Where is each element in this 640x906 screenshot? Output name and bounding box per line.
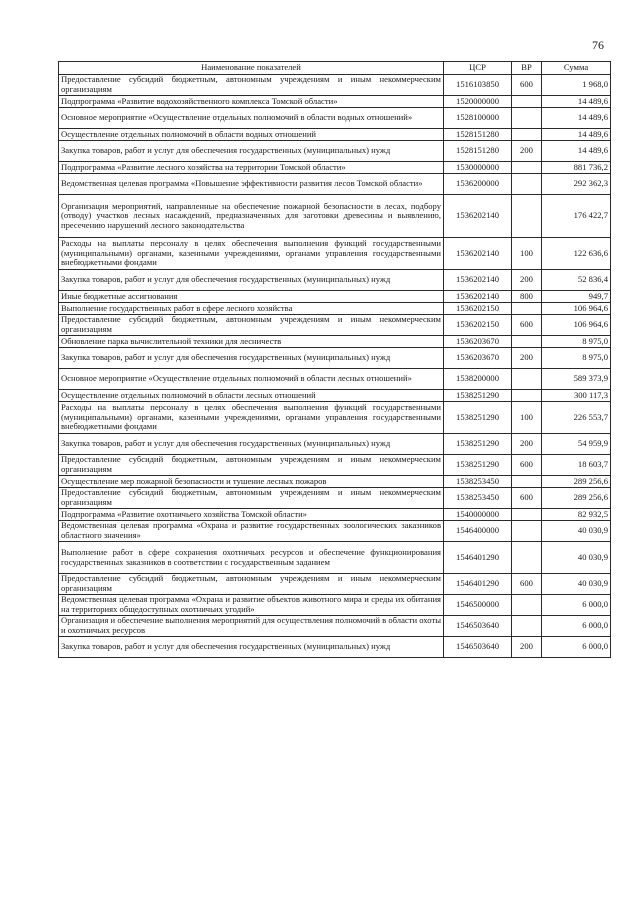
cell-sum: 176 422,7	[542, 195, 611, 238]
cell-sum: 949,7	[542, 291, 611, 303]
table-row	[59, 270, 611, 291]
table-row	[59, 637, 611, 658]
cell-csr: 1536203670	[444, 348, 512, 369]
cell-csr: 1546500000	[444, 595, 512, 616]
cell-name: Осуществление отдельных полномочий в области водных отношений	[59, 129, 444, 141]
cell-vr	[512, 616, 542, 637]
cell-csr: 1520000000	[444, 96, 512, 108]
cell-vr: 600	[512, 75, 542, 96]
cell-sum: 122 636,6	[542, 238, 611, 270]
cell-csr: 1528100000	[444, 108, 512, 129]
cell-vr: 600	[512, 455, 542, 476]
cell-sum: 106 964,6	[542, 315, 611, 336]
cell-name: Закупка товаров, работ и услуг для обеспечения государственных (муниципальных) нужд	[59, 434, 444, 455]
table-row	[59, 336, 611, 348]
cell-name: Осуществление мер пожарной безопасности и тушение лесных пожаров	[59, 476, 444, 488]
cell-vr	[512, 303, 542, 315]
cell-sum: 1 968,0	[542, 75, 611, 96]
table-row	[59, 574, 611, 595]
cell-sum: 300 117,3	[542, 390, 611, 402]
cell-sum: 40 030,9	[542, 542, 611, 574]
cell-csr: 1538251290	[444, 402, 512, 434]
cell-vr: 200	[512, 270, 542, 291]
cell-sum: 8 975,0	[542, 348, 611, 369]
cell-name: Предоставление субсидий бюджетным, автономным учреждениям и иным некоммерческим организациям	[59, 315, 444, 336]
cell-name: Ведомственная целевая программа «Охрана и развитие государственных зоологических заказников областного значения»	[59, 521, 444, 542]
cell-name: Ведомственная целевая программа «Повышение эффективности развития лесов Томской области»	[59, 174, 444, 195]
column-header-name: Наименование показателей	[59, 62, 444, 75]
cell-sum: 881 736,2	[542, 162, 611, 174]
cell-sum: 40 030,9	[542, 521, 611, 542]
table-header-row	[59, 62, 611, 75]
cell-csr: 1546401290	[444, 574, 512, 595]
cell-name: Предоставление субсидий бюджетным, автономным учреждениям и иным некоммерческим организациям	[59, 75, 444, 96]
cell-vr: 100	[512, 402, 542, 434]
cell-sum: 6 000,0	[542, 616, 611, 637]
cell-name: Расходы на выплаты персоналу в целях обеспечения выполнения функций государственными (муниципальными) органами, казенными учреждениями, органами управления государственными внебюджетными фондами	[59, 238, 444, 270]
cell-csr: 1536203670	[444, 336, 512, 348]
table-row	[59, 195, 611, 238]
cell-vr	[512, 476, 542, 488]
cell-vr	[512, 542, 542, 574]
cell-sum: 292 362,3	[542, 174, 611, 195]
cell-name: Подпрограмма «Развитие лесного хозяйства на территории Томской области»	[59, 162, 444, 174]
cell-csr: 1540000000	[444, 509, 512, 521]
cell-name: Обновление парка вычислительной техники для лесничеств	[59, 336, 444, 348]
table-row	[59, 96, 611, 108]
table-row	[59, 315, 611, 336]
cell-vr	[512, 96, 542, 108]
cell-csr: 1538253450	[444, 476, 512, 488]
cell-vr	[512, 129, 542, 141]
cell-vr	[512, 162, 542, 174]
cell-csr: 1516103850	[444, 75, 512, 96]
cell-name: Основное мероприятие «Осуществление отдельных полномочий в области лесных отношений»	[59, 369, 444, 390]
cell-vr: 200	[512, 434, 542, 455]
cell-vr	[512, 174, 542, 195]
cell-name: Осуществление отдельных полномочий в области лесных отношений	[59, 390, 444, 402]
table-row	[59, 390, 611, 402]
cell-vr	[512, 521, 542, 542]
table-row	[59, 521, 611, 542]
cell-csr: 1536202140	[444, 195, 512, 238]
cell-name: Подпрограмма «Развитие охотничьего хозяйства Томской области»	[59, 509, 444, 521]
cell-csr: 1528151280	[444, 129, 512, 141]
table-row	[59, 174, 611, 195]
cell-sum: 8 975,0	[542, 336, 611, 348]
cell-sum: 14 489,6	[542, 141, 611, 162]
cell-csr: 1536202140	[444, 238, 512, 270]
cell-sum: 289 256,6	[542, 476, 611, 488]
table-row	[59, 238, 611, 270]
table-row	[59, 402, 611, 434]
budget-table	[58, 61, 611, 658]
table-row	[59, 595, 611, 616]
cell-sum: 14 489,6	[542, 96, 611, 108]
cell-name: Предоставление субсидий бюджетным, автономным учреждениям и иным некоммерческим организациям	[59, 455, 444, 476]
cell-sum: 18 603,7	[542, 455, 611, 476]
cell-sum: 6 000,0	[542, 595, 611, 616]
table-row	[59, 303, 611, 315]
table-row	[59, 291, 611, 303]
cell-sum: 14 489,6	[542, 108, 611, 129]
table-row	[59, 616, 611, 637]
column-header-sum: Сумма	[542, 62, 611, 75]
cell-name: Расходы на выплаты персоналу в целях обеспечения выполнения функций государственными (муниципальными) органами, казенными учреждениями, органами управления государственными внебюджетными фондами	[59, 402, 444, 434]
cell-sum: 14 489,6	[542, 129, 611, 141]
cell-vr	[512, 336, 542, 348]
cell-csr: 1536202150	[444, 315, 512, 336]
cell-name: Закупка товаров, работ и услуг для обеспечения государственных (муниципальных) нужд	[59, 270, 444, 291]
table-row	[59, 75, 611, 96]
table-row	[59, 369, 611, 390]
cell-csr: 1536202150	[444, 303, 512, 315]
cell-vr: 200	[512, 348, 542, 369]
cell-csr: 1538251290	[444, 390, 512, 402]
cell-csr: 1528151280	[444, 141, 512, 162]
cell-csr: 1538251290	[444, 434, 512, 455]
cell-csr: 1546401290	[444, 542, 512, 574]
cell-csr: 1536200000	[444, 174, 512, 195]
cell-vr: 600	[512, 488, 542, 509]
cell-csr: 1530000000	[444, 162, 512, 174]
cell-sum: 589 373,9	[542, 369, 611, 390]
cell-name: Подпрограмма «Развитие водохозяйственного комплекса Томской области»	[59, 96, 444, 108]
cell-sum: 52 836,4	[542, 270, 611, 291]
table-row	[59, 434, 611, 455]
table-row	[59, 162, 611, 174]
cell-sum: 54 959,9	[542, 434, 611, 455]
cell-name: Организация мероприятий, направленные на обеспечение пожарной безопасности в лесах, подбору (отводу) участков лесных насаждений, предназначенных для заготовки древесины и выявлению, пресечению нарушений лесного законодательства	[59, 195, 444, 238]
table-row	[59, 542, 611, 574]
cell-vr	[512, 369, 542, 390]
cell-vr: 800	[512, 291, 542, 303]
cell-csr: 1538253450	[444, 488, 512, 509]
table-row	[59, 348, 611, 369]
cell-sum: 226 553,7	[542, 402, 611, 434]
cell-sum: 6 000,0	[542, 637, 611, 658]
cell-name: Закупка товаров, работ и услуг для обеспечения государственных (муниципальных) нужд	[59, 637, 444, 658]
cell-csr: 1536202140	[444, 270, 512, 291]
cell-vr: 100	[512, 238, 542, 270]
cell-csr: 1536202140	[444, 291, 512, 303]
cell-vr	[512, 595, 542, 616]
cell-csr: 1546400000	[444, 521, 512, 542]
table-row	[59, 509, 611, 521]
cell-vr: 200	[512, 141, 542, 162]
cell-vr: 600	[512, 574, 542, 595]
cell-csr: 1546503640	[444, 616, 512, 637]
table-body	[59, 75, 611, 658]
table-row	[59, 129, 611, 141]
cell-vr: 600	[512, 315, 542, 336]
cell-name: Организация и обеспечение выполнения мероприятий для осуществления полномочий в области охоты и охотничьих ресурсов	[59, 616, 444, 637]
cell-vr	[512, 509, 542, 521]
page-number: 76	[592, 38, 604, 52]
cell-name: Предоставление субсидий бюджетным, автономным учреждениям и иным некоммерческим организациям	[59, 488, 444, 509]
column-header-csr: ЦСР	[444, 62, 512, 75]
column-header-vr: ВР	[512, 62, 542, 75]
table-row	[59, 488, 611, 509]
cell-csr: 1546503640	[444, 637, 512, 658]
cell-name: Выполнение государственных работ в сфере лесного хозяйства	[59, 303, 444, 315]
cell-sum: 40 030,9	[542, 574, 611, 595]
cell-name: Основное мероприятие «Осуществление отдельных полномочий в области водных отношений»	[59, 108, 444, 129]
cell-name: Закупка товаров, работ и услуг для обеспечения государственных (муниципальных) нужд	[59, 141, 444, 162]
table-row	[59, 455, 611, 476]
cell-name: Ведомственная целевая программа «Охрана и развитие объектов животного мира и среды их обитания на территориях общедоступных охотничьих угодий»	[59, 595, 444, 616]
cell-csr: 1538200000	[444, 369, 512, 390]
cell-vr: 200	[512, 637, 542, 658]
cell-vr	[512, 195, 542, 238]
table-row	[59, 476, 611, 488]
cell-name: Выполнение работ в сфере сохранения охотничьих ресурсов и обеспечение функционирования государственных заказников в соответствии с государственным заданием	[59, 542, 444, 574]
cell-sum: 289 256,6	[542, 488, 611, 509]
cell-name: Закупка товаров, работ и услуг для обеспечения государственных (муниципальных) нужд	[59, 348, 444, 369]
cell-csr: 1538251290	[444, 455, 512, 476]
cell-name: Предоставление субсидий бюджетным, автономным учреждениям и иным некоммерческим организациям	[59, 574, 444, 595]
table-row	[59, 141, 611, 162]
cell-sum: 82 932,5	[542, 509, 611, 521]
cell-vr	[512, 108, 542, 129]
table-row	[59, 108, 611, 129]
cell-vr	[512, 390, 542, 402]
cell-name: Иные бюджетные ассигнования	[59, 291, 444, 303]
cell-sum: 106 964,6	[542, 303, 611, 315]
